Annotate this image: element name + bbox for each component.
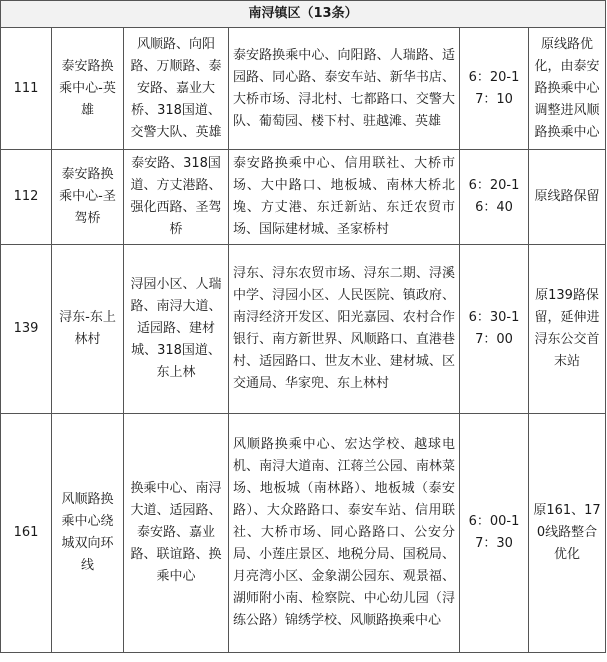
table-row	[1, 414, 606, 653]
route-stops: 泰安路换乘中心、向阳路、人瑞路、适园路、同心路、泰安车站、新华书店、大桥市场、浔北村、七都路口、交警大队、葡萄园、楼下村、驻越滩、英雄	[229, 28, 460, 150]
route-via: 换乘中心、南浔大道、适园路、泰安路、嘉业路、联谊路、换乘中心	[124, 414, 229, 653]
route-time: 6：30-17：00	[460, 245, 529, 414]
route-stops: 浔东、浔东农贸市场、浔东二期、浔溪中学、浔园小区、人民医院、镇政府、南浔经济开发区、阳光嘉园、农村合作银行、南方新世界、风顺路口、直港巷村、适园路口、世友木业、建材城、区交通局、华家兜、东上林村	[229, 245, 460, 414]
table-row	[1, 245, 606, 414]
route-number: 112	[1, 150, 52, 245]
route-number: 111	[1, 28, 52, 150]
route-note: 原线路保留	[529, 150, 606, 245]
route-stops: 风顺路换乘中心、宏达学校、越球电机、南浔大道南、江蒋兰公园、南林菜场、地板城（南林路）、地板城（泰安路）、大众路路口、泰安车站、信用联社、大桥市场、同心路路口、公安分局、小莲庄景区、地税分局、国税局、月亮湾小区、金象湖公园东、观景福、湖师附小南、检察院、中心幼儿园（浔练公路）锦绣学校、风顺路换乘中心	[229, 414, 460, 653]
route-note: 原139路保留，延伸进浔东公交首末站	[529, 245, 606, 414]
route-name: 泰安路换乘中心-圣驾桥	[52, 150, 124, 245]
route-note: 原线路优化，由泰安路换乘中心调整进风顺路换乘中心	[529, 28, 606, 150]
route-name: 风顺路换乘中心绕城双向环线	[52, 414, 124, 653]
route-via: 泰安路、318国道、方丈港路、强化西路、圣驾桥	[124, 150, 229, 245]
route-note: 原161、170线路整合优化	[529, 414, 606, 653]
route-name: 泰安路换乘中心-英雄	[52, 28, 124, 150]
table-row	[1, 28, 606, 150]
table-row	[1, 150, 606, 245]
route-number: 139	[1, 245, 52, 414]
route-via: 风顺路、向阳路、万顺路、泰安路、嘉业大桥、318国道、交警大队、英雄	[124, 28, 229, 150]
route-time: 6：20-17：10	[460, 28, 529, 150]
route-stops: 泰安路换乘中心、信用联社、大桥市场、大中路口、地板城、南林大桥北堍、方丈港、东迁新站、东迁农贸市场、国际建材城、圣家桥村	[229, 150, 460, 245]
route-via: 浔园小区、人瑞路、南浔大道、适园路、建材城、318国道、东上林	[124, 245, 229, 414]
route-name: 浔东-东上林村	[52, 245, 124, 414]
section-title: 南浔镇区（13条）	[1, 1, 606, 28]
route-time: 6：00-17：30	[460, 414, 529, 653]
route-number: 161	[1, 414, 52, 653]
route-time: 6：20-16：40	[460, 150, 529, 245]
